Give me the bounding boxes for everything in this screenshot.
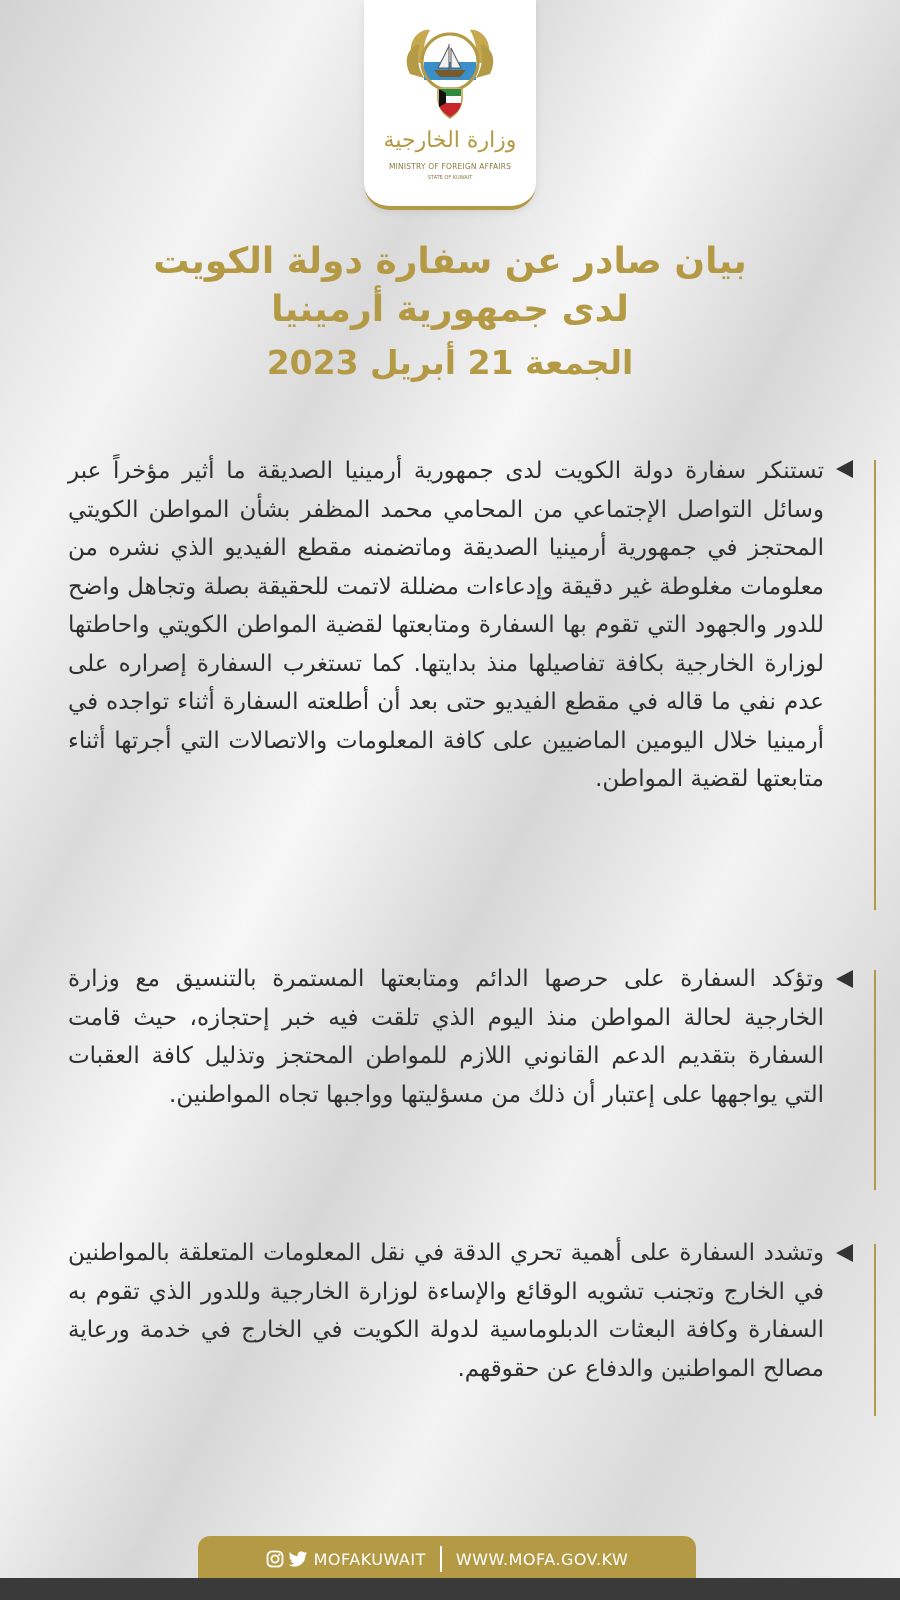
kuwait-emblem-icon [400, 22, 500, 132]
paragraph-divider [874, 970, 876, 1190]
logo-card [364, 0, 536, 210]
title-line-2: لدى جمهورية أرمينيا [271, 289, 629, 330]
statement-title [0, 238, 900, 388]
paragraph-1: تستنكر سفارة دولة الكويت لدى جمهورية أرمينيا الصديقة ما أثير مؤخراً عبر وسائل التواصل الإجتماعي من المحامي محمد المظفر بشأن المواطن الكويتي المحتجز في جمهورية أرمينيا الصديقة وماتضمنه مقطع الفيديو الذي نشره من معلومات مغلوطة غير دقيقة وإدعاءات مضللة لاتمت للحقيقة بصلة وتجاهل واضح للدور والجهود التي تقوم بها السفارة ومتابعتها لقضية المواطن الكويتي واحاطتها لوزارة الخارجية بكافة تفاصيلها منذ بدايتها. كما تستغرب السفارة إصراره على عدم نفي ما قاله في مقطع الفيديو حتى بعد أن أطلعته السفارة أثناء تواجده في أرمينيا خلال اليومين الماضيين على كافة المعلومات والاتصالات التي أجرتها أثناء متابعتها لقضية المواطن. [68, 458, 824, 792]
paragraph-3: وتشدد السفارة على أهمية تحري الدقة في نقل المعلومات المتعلقة بالمواطنين في الخارج وتجنب تشويه الوقائع والإساءة لوزارة الخارجية وللدور الذي تقوم به السفارة وكافة البعثات الدبلوماسية لدولة الكويت في الخارج في خدمة ورعاية مصالح المواطنين والدفاع عن حقوقهم. [68, 1240, 824, 1382]
logo-arabic-name: وزارة الخارجية [383, 128, 517, 153]
bullet-arrow-icon [836, 1244, 853, 1262]
footer-bar [198, 1536, 696, 1582]
paragraph-divider [874, 460, 876, 910]
website-link[interactable]: WWW.MOFA.GOV.KW [455, 1549, 629, 1569]
bullet-arrow-icon [836, 970, 853, 988]
logo-english-sub: STATE OF KUWAIT [427, 175, 473, 181]
twitter-icon[interactable] [288, 1551, 308, 1568]
paragraph-divider [874, 1244, 876, 1416]
social-handle[interactable]: MOFAKUWAIT [313, 1549, 426, 1569]
paragraph-2: وتؤكد السفارة على حرصها الدائم ومتابعتها المستمرة بالتنسيق مع وزارة الخارجية لحالة المواطن منذ اليوم الذي تلقت فيه خبر إحتجازه، حيث قامت السفارة بتقديم الدعم القانوني اللازم للمواطن المحتجز وتذليل كافة العقبات التي يواجهها على إعتبار أن ذلك من مسؤليتها وواجبها تجاه المواطنين. [68, 966, 824, 1108]
title-date: الجمعة 21 أبريل 2023 [266, 343, 634, 382]
footer-separator [440, 1546, 442, 1572]
bottom-strip [0, 1578, 900, 1600]
instagram-icon[interactable] [266, 1550, 284, 1568]
social-icons [266, 1550, 308, 1568]
logo-english-name: MINISTRY OF FOREIGN AFFAIRS [388, 162, 512, 171]
bullet-arrow-icon [836, 460, 853, 478]
title-line-1: بيان صادر عن سفارة دولة الكويت [153, 241, 747, 282]
